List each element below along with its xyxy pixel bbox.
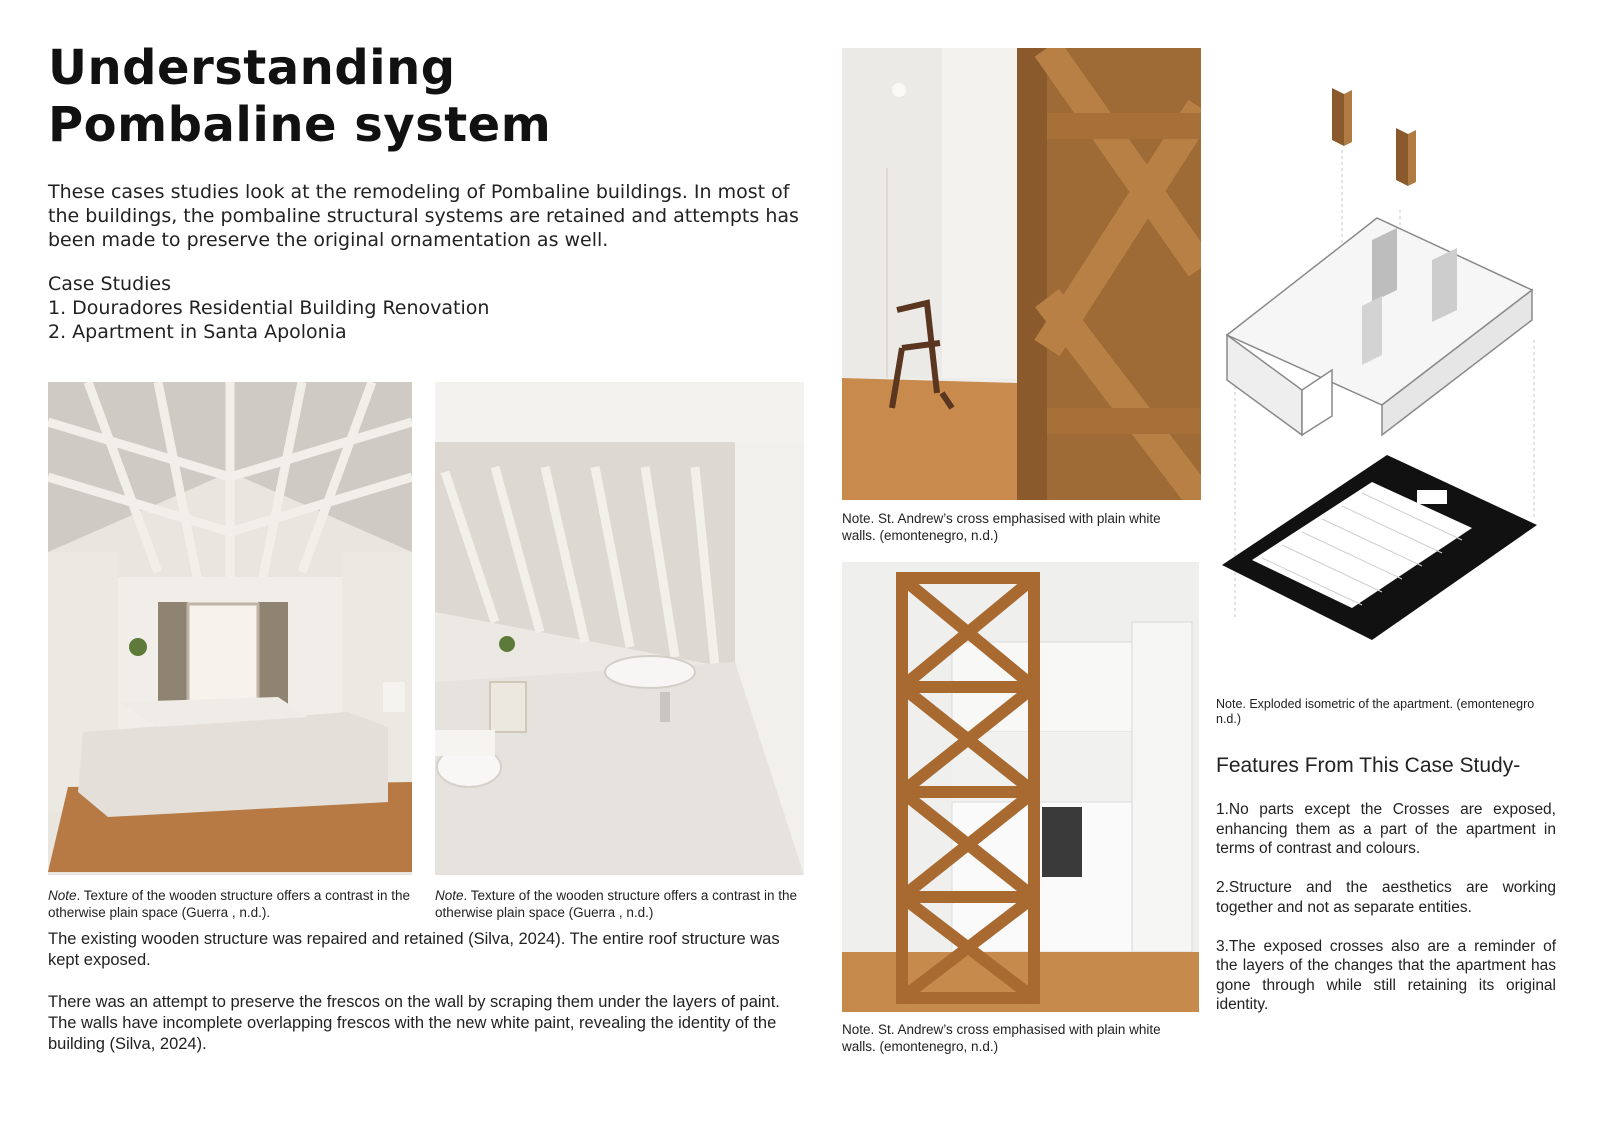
intro-paragraph: These cases studies look at the remodeling of Pombaline buildings. In most of the buildings, the pombaline structural systems are retained and attempts has been made to preserve the original ornamentation as well. [48, 181, 799, 251]
bathroom-caption-text: . Texture of the wooden structure offers a contrast in the otherwise plain space (Guerra , n.d.) [435, 888, 797, 920]
body-paragraph-1: The existing wooden structure was repaired and retained (Silva, 2024). The entire roof structure was kept exposed. [48, 930, 780, 969]
cross-room-photo [842, 48, 1201, 500]
isometric-caption: Note. Exploded isometric of the apartment. (emontenegro n.d.) [1216, 697, 1535, 726]
page-title [48, 40, 551, 154]
case-studies-heading: Case Studies [48, 273, 172, 295]
case-study-item-2: 2. Apartment in Santa Apolonia [48, 321, 347, 343]
case-studies-list [48, 272, 748, 344]
kitchen-caption: Note. St. Andrew’s cross emphasised with plain white walls. (emontenegro, n.d.) [842, 1022, 1161, 1054]
case-study-item-1: 1. Douradores Residential Building Renovation [48, 297, 490, 319]
bedroom-caption-note: Note [48, 888, 77, 903]
page-title-line-2: Pombaline system [48, 97, 552, 153]
bathroom-photo [435, 382, 804, 875]
kitchen-photo [842, 562, 1199, 1012]
bathroom-caption-note: Note [435, 888, 464, 903]
feature-item-1: 1.No parts except the Crosses are exposed, enhancing them as a part of the apartment in terms of contrast and colours. [1216, 801, 1556, 857]
page-title-line-1: Understanding [48, 40, 456, 96]
isometric-drawing [1222, 80, 1552, 640]
feature-item-3: 3.The exposed crosses also are a reminder of the layers of the changes that the apartment has gone through while still retaining its original identity. [1216, 937, 1556, 1013]
bedroom-caption [48, 887, 420, 921]
bedroom-photo [48, 382, 412, 875]
bedroom-caption-text: . Texture of the wooden structure offers a contrast in the otherwise plain space (Guerra , n.d.). [48, 888, 410, 920]
cross-room-caption: Note. St. Andrew’s cross emphasised with plain white walls. (emontenegro, n.d.) [842, 511, 1161, 543]
features-list [1216, 800, 1556, 1034]
body-paragraph-2: There was an attempt to preserve the frescos on the wall by scraping them under the layers of paint. The walls have incomplete overlapping frescos with the new white paint, revealing the identity of the building (Silva, 2024). [48, 993, 780, 1053]
feature-item-2: 2.Structure and the aesthetics are working together and not as separate entities. [1216, 879, 1556, 916]
features-heading: Features From This Case Study- [1216, 754, 1521, 777]
bathroom-caption [435, 887, 807, 921]
